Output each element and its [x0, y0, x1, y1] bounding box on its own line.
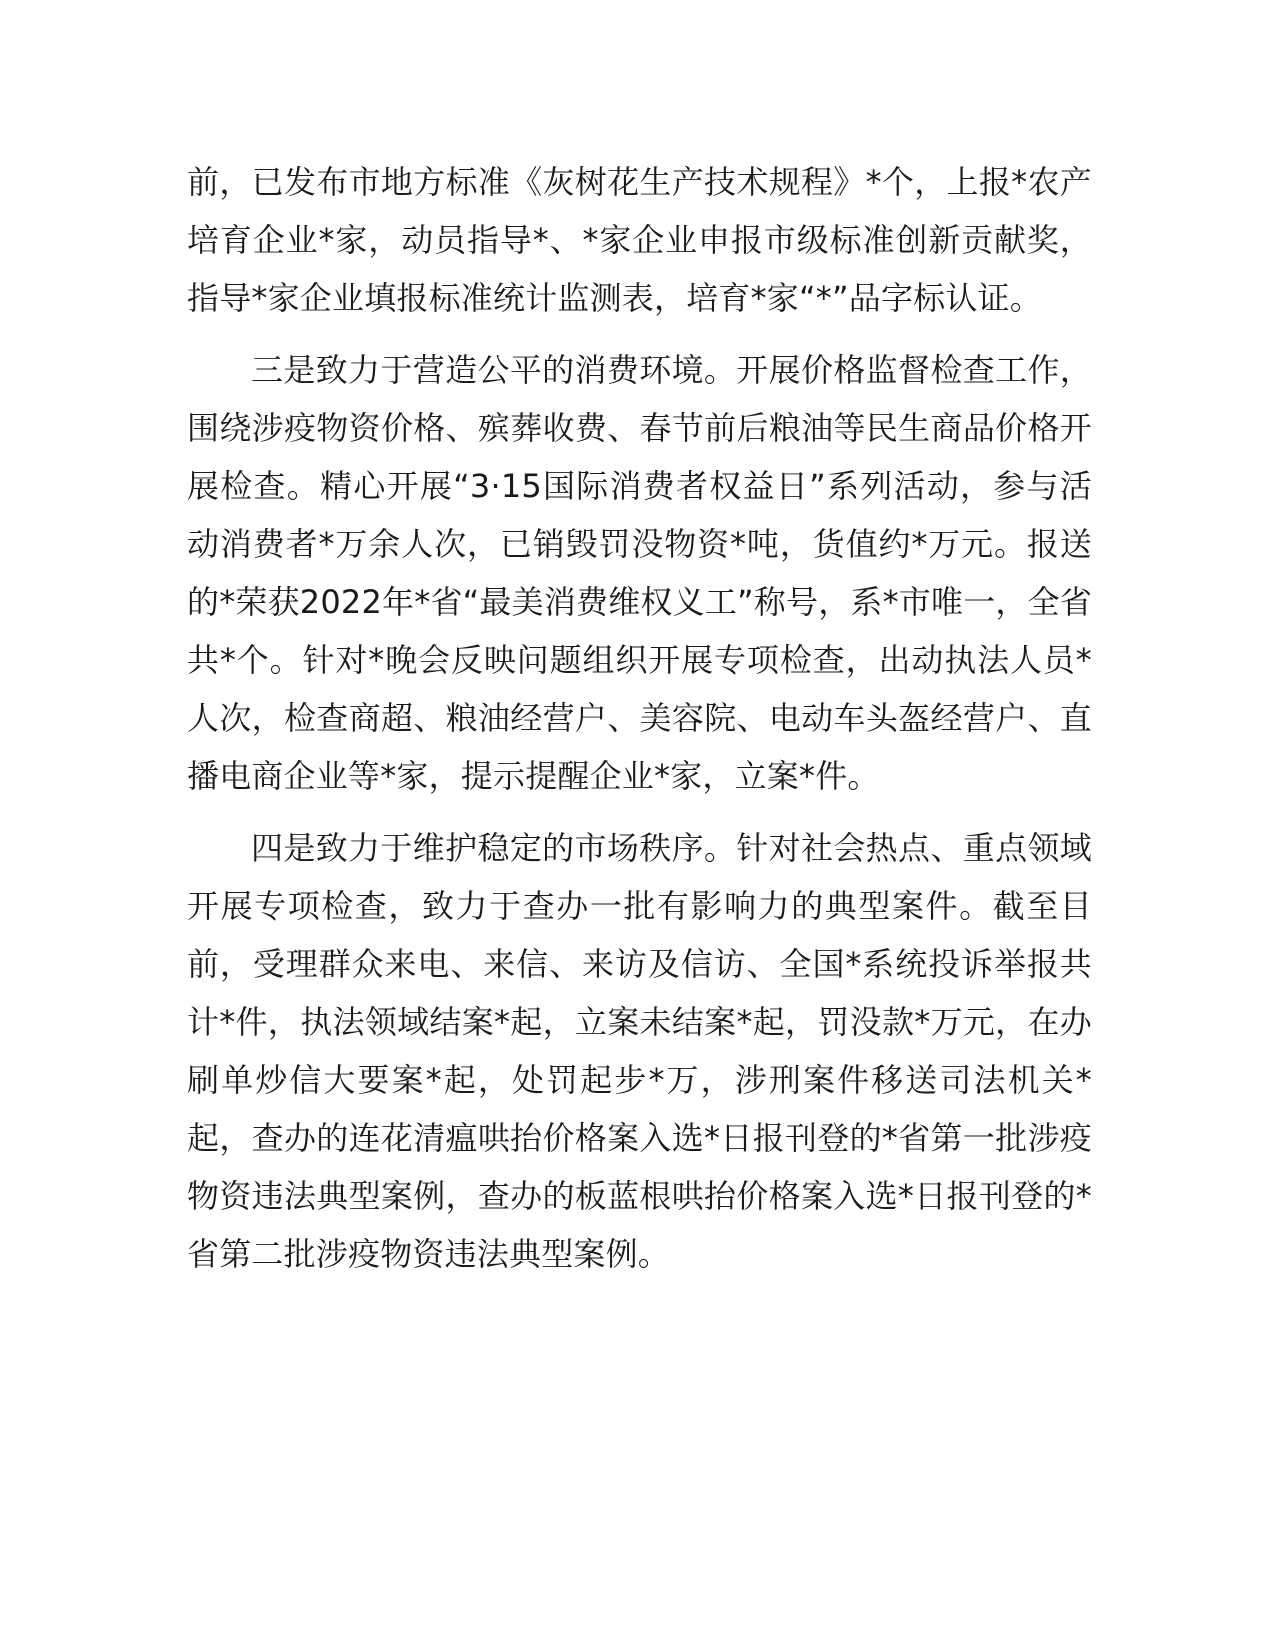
- paragraph-standards-continued: 前，已发布市地方标准《灰树花生产技术规程》*个，上报*农产培育企业*家，动员指导*、*家企业申报市级标准创新贡献奖，指导*家企业填报标准统计监测表，培育*家“*”品字标认证。: [187, 163, 1092, 317]
- document-body: [187, 153, 1092, 1283]
- paragraph-consumer-environment: 三是致力于营造公平的消费环境。开展价格监督检查工作，围绕涉疫物资价格、殡葬收费、春节前后粮油等民生商品价格开展检查。精心开展“3·15国际消费者权益日”系列活动，参与活动消费者*万余人次，已销毁罚没物资*吨，货值约*万元。报送的*荣获2022年*省“最美消费维权义工”称号，系*市唯一，全省共*个。针对*晚会反映问题组织开展专项检查，出动执法人员*人次，检查商超、粮油经营户、美容院、电动车头盔经营户、直播电商企业等*家，提示提醒企业*家，立案*件。: [187, 351, 1092, 795]
- paragraph-market-order: 四是致力于维护稳定的市场秩序。针对社会热点、重点领域开展专项检查，致力于查办一批有影响力的典型案件。截至目前，受理群众来电、来信、来访及信访、全国*系统投诉举报共计*件，执法领域结案*起，立案未结案*起，罚没款*万元，在办刷单炒信大要案*起，处罚起步*万，涉刑案件移送司法机关*起，查办的连花清瘟哄抬价格案入选*日报刊登的*省第一批涉疫物资违法典型案例，查办的板蓝根哄抬价格案入选*日报刊登的*省第二批涉疫物资违法典型案例。: [187, 829, 1092, 1273]
